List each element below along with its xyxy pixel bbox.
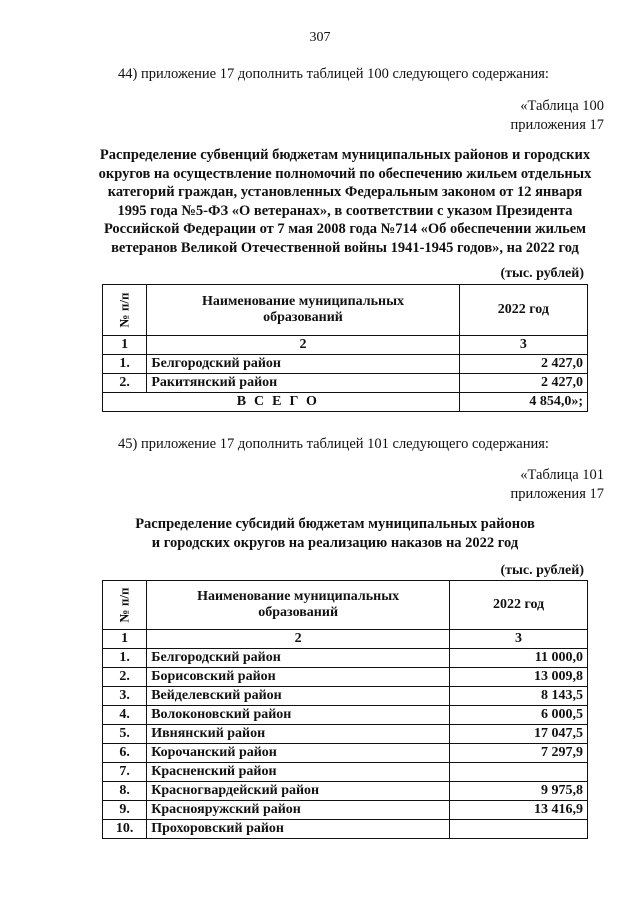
table-header-row (103, 285, 588, 336)
table-row: 2. Ракитянский район 2 427,0 (103, 374, 588, 393)
section1-title-line: ветеранов Великой Отечественной войны 1941-1945 годов», на 2022 год (111, 239, 579, 256)
table-row: 10. Прохоровский район (103, 820, 588, 839)
table-row: 6. Корочанский район 7 297,9 (103, 744, 588, 763)
table-row: 1. Белгородский район 11 000,0 (103, 649, 588, 668)
section2-table-ref (511, 466, 604, 504)
section1-title-line: категорий граждан, установленных Федеральным законом от 12 января (107, 184, 583, 200)
table-row: 9. Краснояружский район 13 416,9 (103, 801, 588, 820)
header-num-cell: № п/п (103, 581, 147, 630)
table-row: 8. Красногвардейский район 9 975,8 (103, 782, 588, 801)
section2-ref-line2: приложения 17 (510, 486, 604, 502)
header-name-cell: Наименование муниципальных образований (147, 285, 459, 336)
header-year-cell: 2022 год (450, 581, 588, 630)
section2-title (60, 515, 610, 552)
section1-title-line: Распределение субвенций бюджетам муниципальных районов и городских (99, 147, 591, 163)
section1-ref-line1: «Таблица 100 (520, 98, 604, 114)
table-row: 5. Ивнянский район 17 047,5 (103, 725, 588, 744)
section1-ref-line2: приложения 17 (510, 117, 604, 133)
table-colnum-row: 1 2 3 (103, 336, 588, 355)
table-row: 1. Белгородский район 2 427,0 (103, 355, 588, 374)
section1-intro: 44) приложение 17 дополнить таблицей 100 следующего содержания: (118, 66, 549, 82)
section2-title-line: и городских округов на реализацию наказов на 2022 год (151, 534, 519, 551)
header-year-cell: 2022 год (459, 285, 587, 336)
section1-table (102, 284, 588, 412)
section1-title (80, 146, 610, 257)
table-header-row (103, 581, 588, 630)
section2-intro: 45) приложение 17 дополнить таблицей 101 следующего содержания: (118, 436, 549, 452)
table-colnum-row: 1 2 3 (103, 630, 588, 649)
header-num-cell: № п/п (103, 285, 147, 336)
page-number: 307 (309, 30, 331, 45)
table-row: 4. Волоконовский район 6 000,5 (103, 706, 588, 725)
section2-table (102, 580, 588, 839)
section1-title-line: округов на осуществление полномочий по обеспечению жильем отдельных (98, 165, 592, 182)
section2-units: (тыс. рублей) (500, 563, 584, 578)
table-row: 3. Вейделевский район 8 143,5 (103, 687, 588, 706)
section1-title-line: Российской Федерации от 7 мая 2008 года №714 «Об обеспечении жильем (103, 221, 587, 237)
table-row: 2. Борисовский район 13 009,8 (103, 668, 588, 687)
table-row: 7. Красненский район (103, 763, 588, 782)
section1-units: (тыс. рублей) (500, 266, 584, 281)
section1-table-ref (511, 97, 604, 135)
section2-title-line: Распределение субсидий бюджетам муниципальных районов (135, 516, 535, 532)
table-total-row: ВСЕГО 4 854,0»; (103, 393, 588, 412)
section2-ref-line1: «Таблица 101 (520, 467, 604, 483)
section1-title-line: 1995 года №5-ФЗ «О ветеранах», в соответствии с указом Президента (117, 202, 573, 219)
header-name-cell: Наименование муниципальных образований (147, 581, 450, 630)
